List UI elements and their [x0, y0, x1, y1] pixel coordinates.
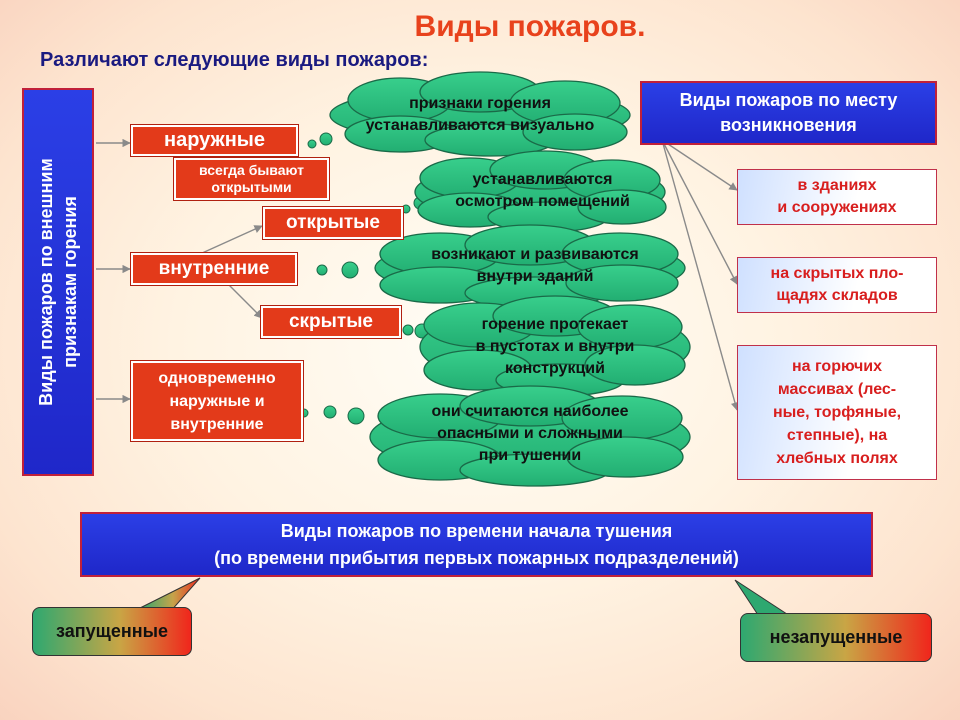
place-item-buildings: в зданиях и сооружениях	[737, 169, 937, 225]
cloud-1-text: признаки горения устанавливаются визуально	[365, 95, 595, 134]
external-signs-label: Виды пожаров по внешним признакам горения	[36, 158, 80, 406]
page-title: Виды пожаров.	[414, 10, 646, 43]
callout-not-neglected: незапущенные	[740, 613, 932, 662]
cloud-2-text: устанавливаются осмотром помещений	[455, 171, 630, 210]
place-item-massifs: на горючих массивах (лес- ные, торфяные, степные), на хлебных полях	[737, 345, 937, 480]
external-signs-box	[22, 88, 94, 476]
cloud-4-text: горение протекает в пустотах и внутри конструкций	[475, 316, 635, 377]
time-header: Виды пожаров по времени начала тушения (по времени прибытия первых пожарных подразделений)	[80, 512, 873, 577]
cloud-3-text: возникают и развиваются внутри зданий	[431, 246, 639, 285]
type-indoor: внутренние	[131, 253, 297, 285]
page-subtitle: Различают следующие виды пожаров:	[40, 49, 429, 71]
type-outdoor-note: всегда бывают открытыми	[174, 158, 329, 200]
type-hidden: скрытые	[261, 306, 401, 338]
place-header: Виды пожаров по месту возникновения	[640, 81, 937, 145]
type-open: открытые	[263, 207, 403, 239]
type-outdoor: наружные	[131, 125, 298, 156]
callout-neglected: запущенные	[32, 607, 192, 656]
cloud-5-text: они считаются наиболее опасными и сложными при тушении	[431, 403, 629, 464]
type-combined: одновременно наружные и внутренние	[131, 361, 303, 441]
place-item-warehouses: на скрытых пло- щадях складов	[737, 257, 937, 313]
